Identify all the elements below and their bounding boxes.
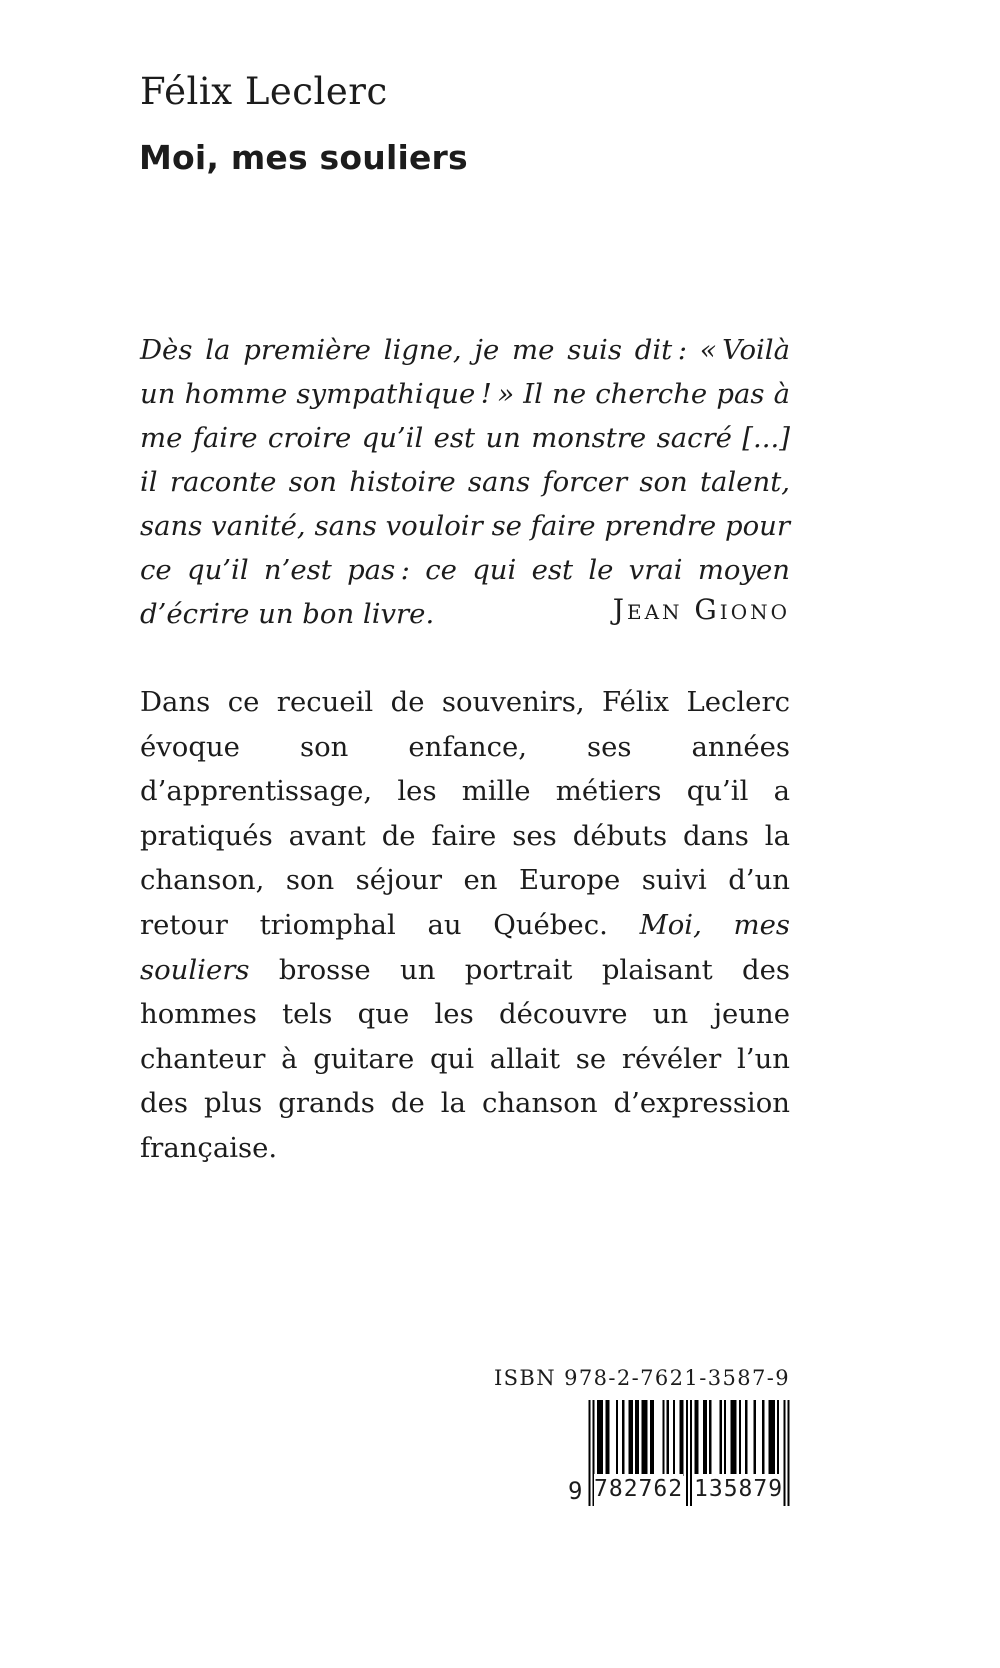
book-description [140, 680, 790, 1171]
review-quote: Dès la première ligne, je me suis dit : « Voilà un homme sympathique ! » Il ne cherche pas à me faire croire qu’il est un monstre sacré [...] il raconte son histoire sans forcer son talent, sans vanité, sans vouloir se faire prendre pour ce qu’il n’est pas : ce qui est le vrai moyen d’écrire un bon livre. [140, 334, 790, 630]
isbn-label: ISBN 978-2-7621-3587-9 [493, 1366, 790, 1390]
description-part2: brosse un portrait plaisant des hommes tels que les découvre un jeune chanteur à guitare qui allait se révéler l’un des plus grands de la chanson d’expression française. [140, 953, 790, 1164]
barcode-digit-group-1: 782762 [594, 1474, 683, 1506]
barcode-digit-first: 9 [568, 1476, 586, 1506]
author-name: Félix Leclerc [140, 70, 388, 113]
barcode [568, 1400, 790, 1508]
quote-attribution: Jean Giono [612, 593, 790, 626]
barcode-digit-group-2: 135879 [694, 1474, 783, 1506]
book-title: Moi, mes souliers [139, 138, 468, 177]
description-part1: Dans ce recueil de souvenirs, Félix Leclerc évoque son enfance, ses années d’apprentissage, les mille métiers qu’il a pratiqués avant de faire ses débuts dans la chanson, son séjour en Europe suivi d’un retour triomphal au Québec. [140, 686, 790, 941]
description-italic-title: Moi, mes souliers [140, 908, 790, 986]
